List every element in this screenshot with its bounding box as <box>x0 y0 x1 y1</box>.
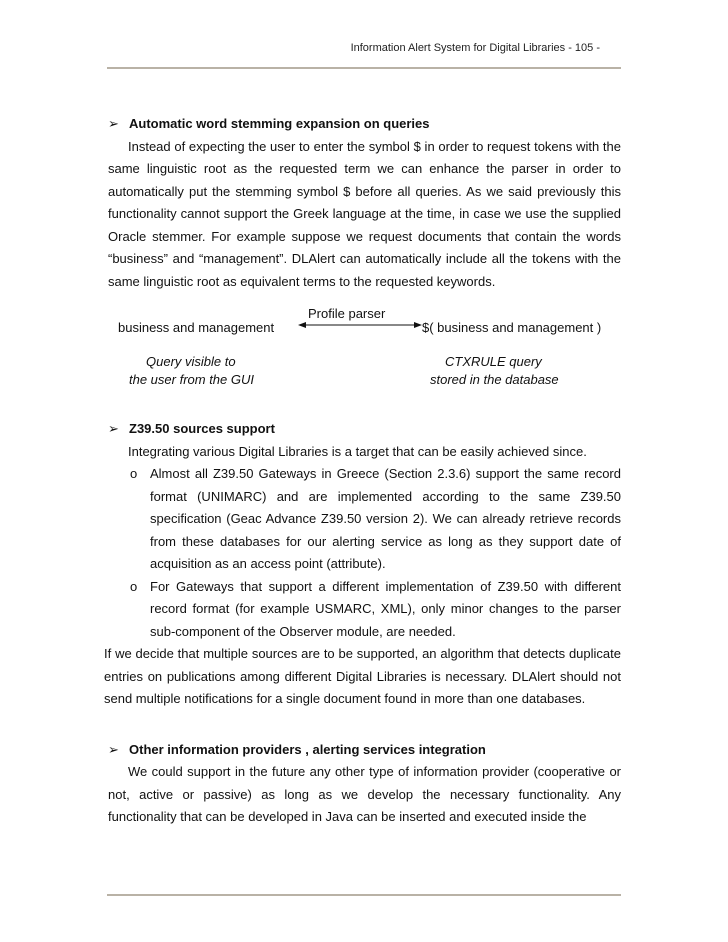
diagram-left-note: Query visible to <box>146 354 236 369</box>
paragraph-providers: We could support in the future any other type of information provider (cooperative or not, active or passive) as long as we develop the necessary functionality. Any functionality that can be developed in Java can be inserted and executed inside the <box>108 764 621 824</box>
circle-bullet-icon: o <box>130 466 138 481</box>
parser-diagram <box>108 306 621 418</box>
list-item-text: For Gateways that support a different implementation of Z39.50 with different record format (for example USMARC, XML), only minor changes to the parser sub-component of the Observer module, are needed. <box>150 578 621 639</box>
arrow-bullet-icon: ➢ <box>108 116 119 131</box>
section-heading-providers <box>108 739 621 762</box>
section-heading-text: Other information providers , alerting services integration <box>129 741 486 757</box>
arrow-bullet-icon: ➢ <box>108 741 119 757</box>
list-item <box>108 463 621 576</box>
double-arrow-icon <box>298 315 422 333</box>
paragraph-z3950-intro: Integrating various Digital Libraries is a target that can be easily achieved since. <box>128 443 587 459</box>
page-content <box>104 113 621 829</box>
list-item-text: Almost all Z39.50 Gateways in Greece (Section 2.3.6) support the same record format (UNIMARC) and are implemented according to the same Z39.50 specification (Geac Advance Z39.50 version 2). We can already retrieve records from these databases for our alerting service as long as they support date of acquisition as an access point (attribute). <box>150 466 621 571</box>
page-header: Information Alert System for Digital Libraries - 105 - <box>350 42 600 54</box>
section-heading-z3950 <box>108 418 621 441</box>
section-heading-text: Automatic word stemming expansion on queries <box>129 116 430 131</box>
arrow-bullet-icon: ➢ <box>108 421 119 436</box>
diagram-right-note: CTXRULE query <box>445 354 542 369</box>
diagram-right-term: $( business and management ) <box>422 320 602 335</box>
diagram-right-note-2: stored in the database <box>430 372 559 387</box>
section-heading-stemming <box>108 113 621 136</box>
header-rule <box>107 67 621 69</box>
circle-bullet-icon: o <box>130 578 138 594</box>
list-item <box>108 576 621 644</box>
diagram-arrow-label: Profile parser <box>308 306 386 321</box>
diagram-left-term: business and management <box>118 320 275 335</box>
section-heading-text: Z39.50 sources support <box>129 421 275 436</box>
paragraph-z3950-closing: If we decide that multiple sources are to be supported, an algorithm that detects duplicate entries on publications among different Digital Libraries is necessary. DLAlert should not send multiple notifications for a single document found in more than one databases. <box>104 646 621 706</box>
footer-rule <box>107 894 621 896</box>
paragraph-stemming: Instead of expecting the user to enter the symbol $ in order to request tokens with the same linguistic root as the requested term we can enhance the parser in order to automatically put the stemming symbol $ before all queries. As we said previously this functionality cannot support the Greek language at the time, in case we use the supplied Oracle stemmer. For example suppose we request documents that contain the words “business” and “management”. DLAlert can automatically include all the tokens with the same linguistic root as equivalent terms to the requested keywords. <box>108 138 621 289</box>
diagram-left-note-2: the user from the GUI <box>129 372 254 387</box>
